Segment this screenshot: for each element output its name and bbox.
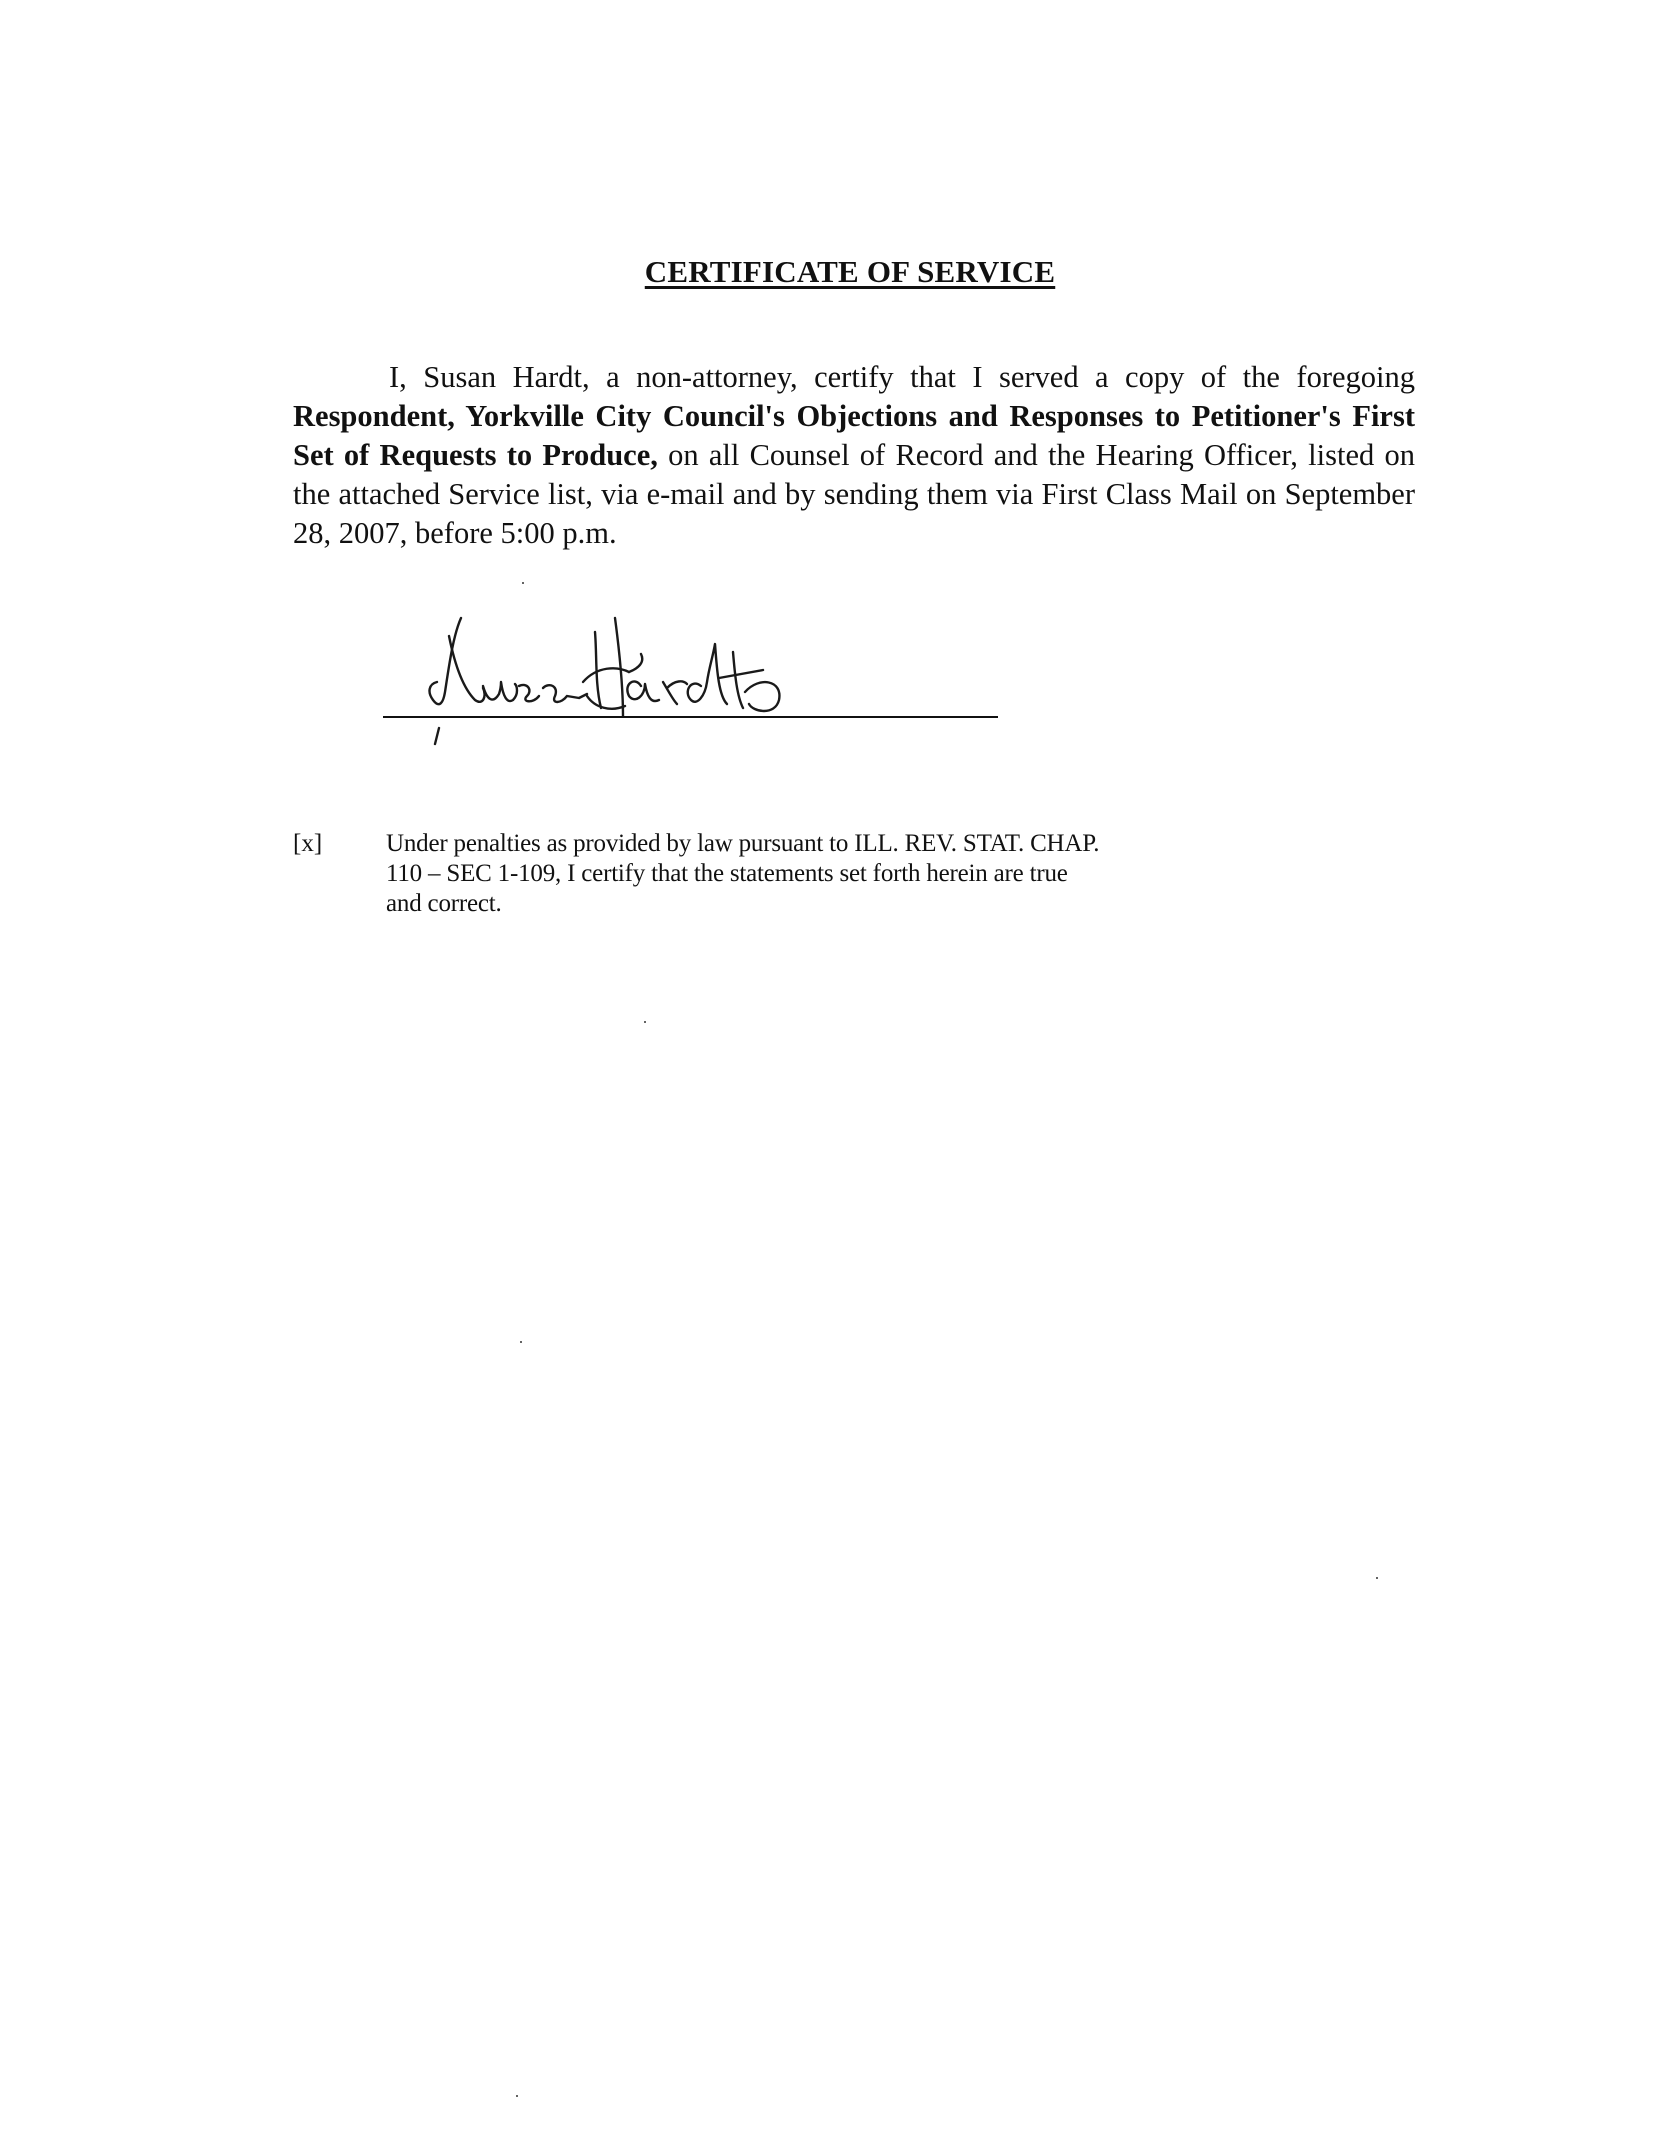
scan-speck xyxy=(644,1021,646,1023)
signature-block xyxy=(383,596,998,756)
scan-speck xyxy=(516,2095,518,2097)
scan-speck xyxy=(520,1341,522,1343)
attestation-text: Under penalties as provided by law pursuant to ILL. REV. STAT. CHAP. 110 – SEC 1-109, I certify that the statements set forth herein are true and correct. xyxy=(386,830,1100,917)
paragraph-rest: on all Counsel of Record and the Hearing Officer, listed on the attached Service list, via e-mail and by sending them via First Class Mail on September 28, 2007, before 5:00 p.m. xyxy=(293,438,1415,550)
paragraph-intro: I, Susan Hardt, a non-attorney, certify that I served a copy of the foregoing xyxy=(389,360,1415,394)
attestation-checkbox-mark: [x] xyxy=(293,830,323,857)
certification-paragraph xyxy=(293,358,1415,553)
paragraph-bold-title: Respondent, Yorkville City Council's Objections and Responses to Petitioner's First Set of Requests to Produce, xyxy=(293,399,1415,472)
handwritten-signature xyxy=(383,596,998,756)
signature-line xyxy=(383,716,998,718)
scan-speck xyxy=(1376,1577,1378,1579)
scan-speck xyxy=(522,582,524,584)
page-title: CERTIFICATE OF SERVICE xyxy=(644,254,1056,289)
